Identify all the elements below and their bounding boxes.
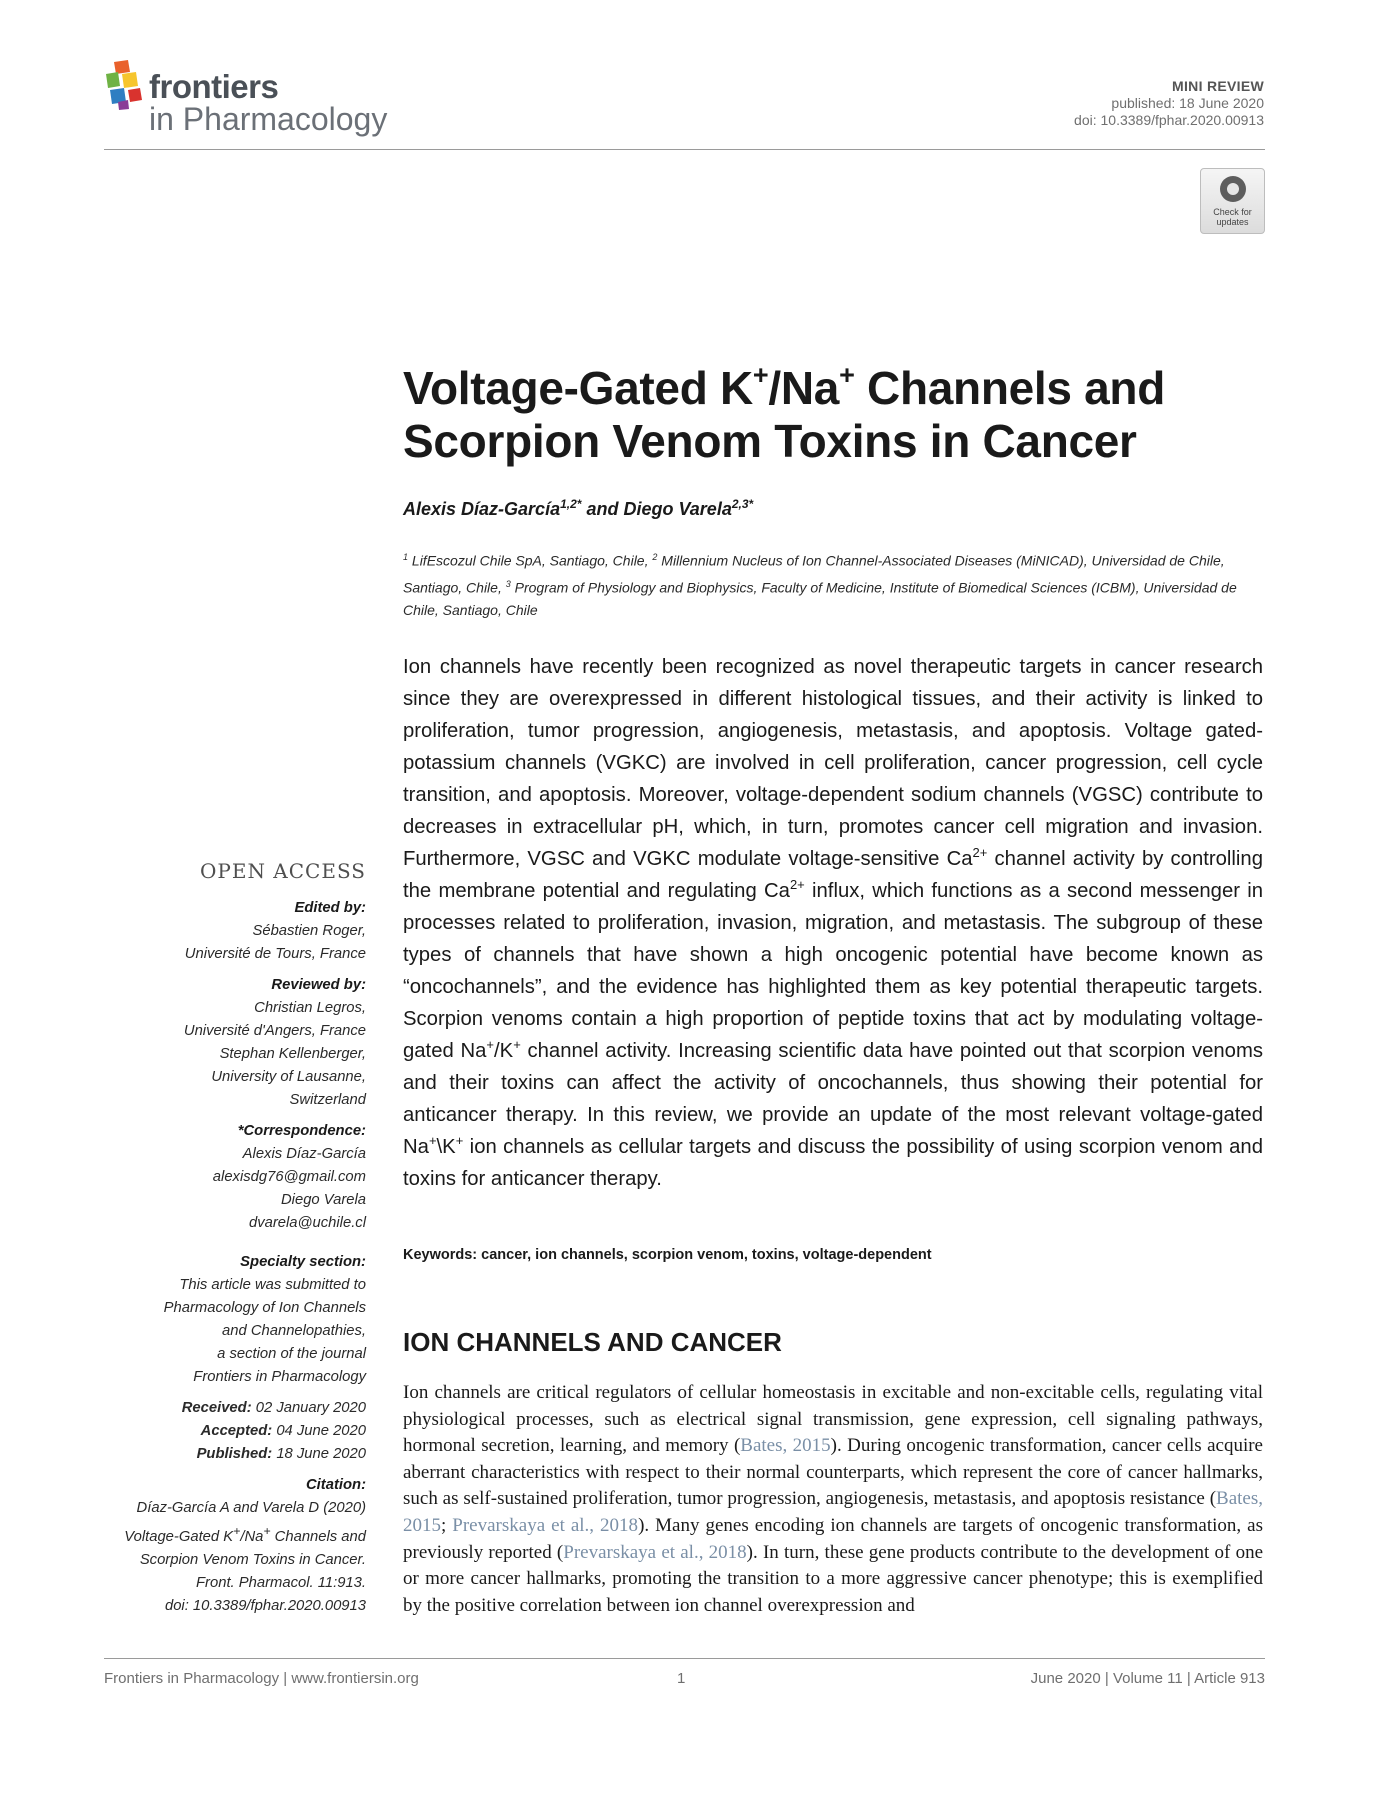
footer-journal: Frontiers in Pharmacology | www.frontiersin.org [104, 1670, 419, 1687]
article-type: MINI REVIEW [1172, 78, 1264, 94]
correspondent-email[interactable]: alexisdg76@gmail.com [212, 1169, 366, 1185]
brand-name: frontiers [149, 68, 279, 105]
reviewer-line: University of Lausanne, [211, 1069, 366, 1085]
keywords-label: Keywords: [403, 1247, 478, 1263]
citation-link[interactable]: Bates, 2015 [403, 1488, 1263, 1536]
specialty-section-label: Specialty section: [240, 1254, 366, 1270]
citation-line: Front. Pharmacol. 11:913. [196, 1574, 366, 1591]
specialty-line: and Channelopathies, [222, 1323, 366, 1339]
sidebar [104, 860, 366, 1618]
check-updates-label: Check for updates [1213, 207, 1252, 227]
author-list: Alexis Díaz-García$^{1,2*}$ and Diego Varela$^{2,3*}$ [403, 497, 754, 519]
reviewer-line: Switzerland [289, 1092, 366, 1108]
author-name[interactable]: Alexis Díaz-García [403, 499, 561, 519]
frontiers-logo-icon [104, 60, 146, 110]
editor-affiliation: Université de Tours, France [184, 946, 366, 962]
journal-logo[interactable] [104, 58, 424, 142]
accepted-date: Accepted: 04 June 2020 [200, 1423, 366, 1439]
crossmark-icon [1220, 176, 1246, 202]
doi-link[interactable]: doi: 10.3389/fphar.2020.00913 [1074, 112, 1264, 128]
citation-link[interactable]: Prevarskaya et al., 2018 [452, 1514, 639, 1536]
article-meta [1074, 78, 1264, 129]
keywords [403, 1247, 932, 1263]
check-for-updates-button[interactable] [1200, 168, 1265, 234]
reviewer-line: Université d'Angers, France [183, 1023, 366, 1039]
published-date-sidebar: Published: 18 June 2020 [196, 1446, 366, 1462]
header-divider [104, 149, 1265, 150]
journal-name: in Pharmacology [149, 101, 388, 137]
reviewed-by-label: Reviewed by: [271, 977, 366, 993]
citation-label: Citation: [306, 1477, 366, 1493]
citation-link[interactable]: Prevarskaya et al., 2018 [563, 1541, 747, 1563]
correspondent-name: Diego Varela [281, 1192, 366, 1208]
footer-issue: June 2020 | Volume 11 | Article 913 [1030, 1670, 1265, 1687]
website-link[interactable]: www.frontiersin.org [291, 1670, 419, 1687]
specialty-line: Pharmacology of Ion Channels [163, 1300, 366, 1316]
edited-by-label: Edited by: [294, 900, 366, 916]
reviewer-line: Christian Legros, [254, 1000, 366, 1016]
citation-link[interactable]: Bates, 2015 [740, 1435, 831, 1457]
citation-doi[interactable]: doi: 10.3389/fphar.2020.00913 [164, 1597, 366, 1614]
article-title: Voltage-Gated K+/Na+ Channels and Scorpion Venom Toxins in Cancer [403, 359, 1166, 467]
specialty-line: a section of the journal [217, 1346, 366, 1362]
author-name[interactable]: Diego Varela [623, 499, 732, 519]
body-paragraph: Ion channels are critical regulators of cellular homeostasis in excitable and non-excitable cells, regulating vital physiological processes, such as electrical signal transmission, gene expression, cell signaling pathways, hormonal secretion, learning, and memory (Bates, 2015). During oncogenic transformation, cancer cells acquire aberrant characteristics with respect to their normal counterparts, which represent the core of cancer hallmarks, such as self-sustained proliferation, tumor progression, angiogenesis, metastasis, and apoptosis resistance (Bates, 2015; Prevarskaya et al., 2018). Many genes encoding ion channels are targets of oncogenic transformation, as previously reported (Prevarskaya et al., 2018). In turn, these gene products contribute to the development of one or more cancer hallmarks, promoting the transition to a more aggressive cancer phenotype; this is exemplified by the positive correlation between ion channel overexpression and [403, 1382, 1263, 1616]
page-number: 1 [677, 1670, 686, 1687]
affiliations: $^1$ LifEscozul Chile SpA, Santiago, Chile, $^2$ Millennium Nucleus of Ion Channel-Associated Diseases (MiNICAD), Universidad de Chile, Santiago, Chile, $^3$ Program of Physiology and Biophysics, Faculty of Medicine, Institute of Biomedical Sciences (ICBM), Universidad de Chile, Santiago, Chile [403, 552, 1237, 619]
citation-line: Scorpion Venom Toxins in Cancer. [139, 1551, 366, 1568]
citation-line: Díaz-García A and Varela D (2020) [136, 1500, 366, 1516]
citation-line: Voltage-Gated K+/Na+ Channels and [124, 1524, 366, 1545]
keywords-list: cancer, ion channels, scorpion venom, toxins, voltage-dependent [477, 1247, 932, 1263]
correspondent-name: Alexis Díaz-García [242, 1146, 366, 1162]
footer-divider [104, 1658, 1265, 1659]
received-date: Received: 02 January 2020 [181, 1400, 366, 1416]
abstract: Ion channels have recently been recognized as novel therapeutic targets in cancer research since they are overexpressed in different histological tissues, and their activity is linked to proliferation, tumor progression, angiogenesis, metastasis, and apoptosis. Voltage gated-potassium channels (VGKC) are involved in cell proliferation, cancer progression, cell cycle transition, and apoptosis. Moreover, voltage-dependent sodium channels (VGSC) contribute to decreases in extracellular pH, which, in turn, promotes cancer cell migration and invasion. Furthermore, VGSC and VGKC modulate voltage-sensitive $Ca^{2+}$ channel activity by controlling the membrane potential and regulating $Ca^{2+}$ influx, which functions as a second messenger in processes related to proliferation, invasion, migration, and metastasis. The subgroup of these types of channels that have shown a high oncogenic potential have become known as “oncochannels”, and the evidence has highlighted them as key potential therapeutic targets. Scorpion venoms contain a high proportion of peptide toxins that act by modulating voltage-gated Na+/K+ channel activity. Increasing scientific data have pointed out that scorpion venoms and their toxins can affect the activity of oncochannels, thus showing their potential for anticancer therapy. In this review, we provide an update of the most relevant voltage-gated Na+\K+ ion channels as cellular targets and discuss the possibility of using scorpion venom and toxins for anticancer therapy. [403, 656, 1264, 1190]
correspondence-label: *Correspondence: [237, 1123, 366, 1139]
specialty-line: This article was submitted to [179, 1277, 366, 1293]
published-date: published: 18 June 2020 [1111, 95, 1264, 111]
correspondent-email[interactable]: dvarela@uchile.cl [248, 1215, 366, 1231]
reviewer-line: Stephan Kellenberger, [219, 1046, 366, 1062]
open-access-label: OPEN ACCESS [199, 859, 366, 883]
section-heading: ION CHANNELS AND CANCER [403, 1327, 782, 1357]
editor-name: Sébastien Roger, [252, 923, 366, 939]
specialty-line: Frontiers in Pharmacology [193, 1369, 366, 1385]
